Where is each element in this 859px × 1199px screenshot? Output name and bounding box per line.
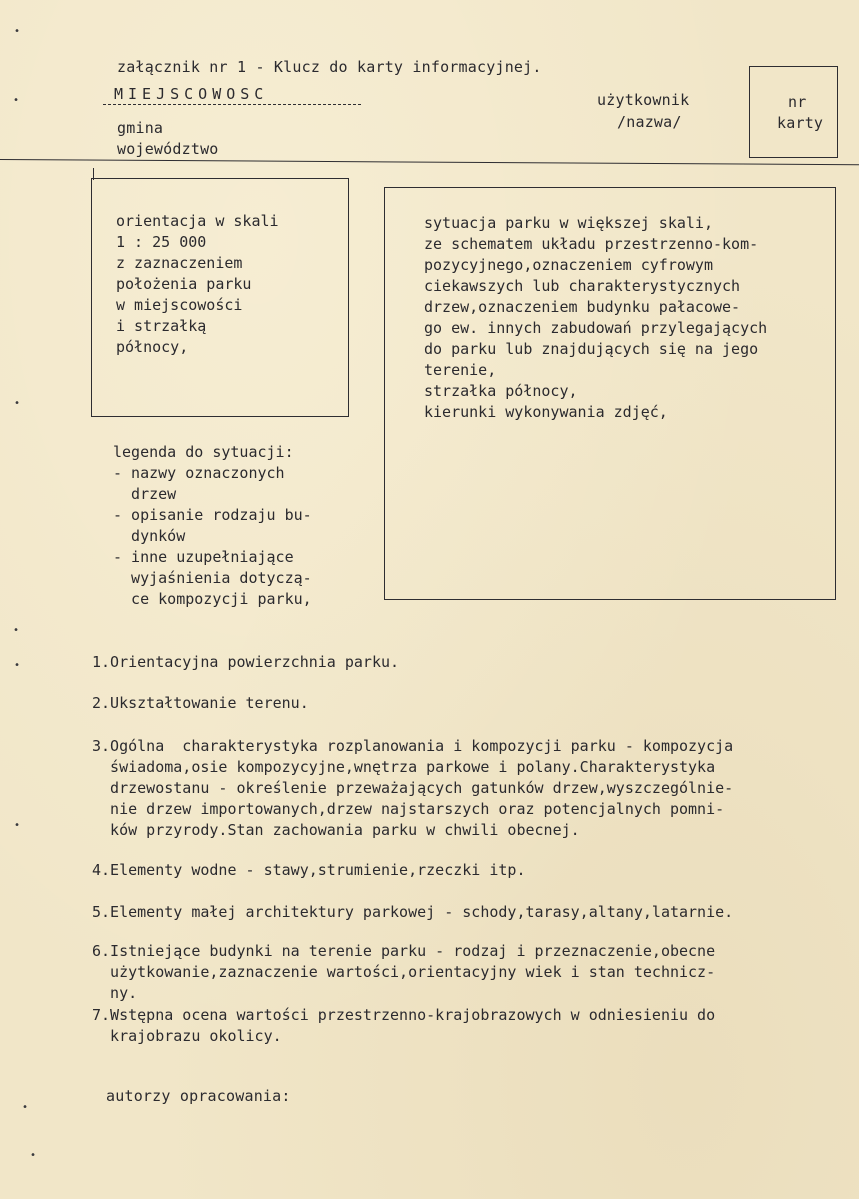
situation-line: terenie, (424, 361, 497, 379)
legend-line: wyjaśnienia dotyczą- (113, 569, 312, 587)
situation-line: sytuacja parku w większej skali, (424, 214, 713, 232)
item-line: 6.Istniejące budynki na terenie parku - rodzaj i przeznaczenie,obecne (92, 942, 716, 960)
card-number-label-2: karty (777, 114, 824, 132)
orientation-line: w miejscowości (116, 296, 243, 314)
item-line: świadoma,osie kompozycyjne,wnętrza parkowe i polany.Charakterystyka (92, 758, 716, 776)
card-number-label-1: nr (788, 93, 807, 111)
item-line: nie drzew importowanych,drzew najstarszych oraz potencjalnych pomni- (92, 800, 725, 818)
margin-mark: • (14, 26, 21, 37)
situation-line: go ew. innych zabudowań przylegających (424, 319, 768, 337)
item-line: 7.Wstępna ocena wartości przestrzenno-krajobrazowych w odniesieniu do (92, 1006, 716, 1024)
orientation-line: z zaznaczeniem (116, 254, 243, 272)
situation-line: drzew,oznaczeniem budynku pałacowe- (424, 298, 741, 316)
item-6 (92, 941, 715, 1004)
locality-underline (103, 104, 361, 105)
orientation-line: i strzałką (116, 317, 207, 335)
margin-mark: • (13, 95, 20, 106)
margin-mark: • (22, 1102, 29, 1113)
item-line: 1.Orientacyjna powierzchnia parku. (92, 653, 400, 671)
situation-line: pozycyjnego,oznaczeniem cyfrowym (424, 256, 713, 274)
item-line: 3.Ogólna charakterystyka rozplanowania i kompozycji parku - kompozycja (92, 737, 734, 755)
item-3 (92, 736, 733, 841)
item-7 (92, 1005, 715, 1047)
margin-mark: • (14, 820, 21, 831)
orientation-text (116, 211, 279, 358)
item-5 (92, 902, 733, 923)
item-4 (92, 860, 525, 881)
situation-line: strzałka północy, (424, 382, 578, 400)
legend-line: - nazwy oznaczonych (113, 464, 285, 482)
situation-line: kierunki wykonywania zdjęć, (424, 403, 668, 421)
orientation-line: 1 : 25 000 (116, 233, 207, 251)
legend-line: ce kompozycji parku, (113, 590, 312, 608)
item-line: drzewostanu - określenie przeważających gatunków drzew,wyszczególnie- (92, 779, 734, 797)
locality-field: MIEJSCOWOSC (114, 85, 269, 103)
document-title: załącznik nr 1 - Klucz do karty informacyjnej. (117, 58, 542, 76)
situation-line: do parku lub znajdujących się na jego (424, 340, 759, 358)
item-1 (92, 652, 399, 673)
situation-line: ze schematem układu przestrzenno-kom- (424, 235, 759, 253)
situation-text (424, 213, 767, 423)
situation-line: ciekawszych lub charakterystycznych (424, 277, 741, 295)
user-name-label: /nazwa/ (617, 113, 682, 131)
item-line: 4.Elementy wodne - stawy,strumienie,rzeczki itp. (92, 861, 526, 879)
authors-label: autorzy opracowania: (106, 1087, 291, 1105)
margin-mark: • (30, 1150, 37, 1161)
legend-line: - inne uzupełniające (113, 548, 294, 566)
orientation-line: północy, (116, 338, 189, 356)
item-line: użytkowanie,zaznaczenie wartości,orientacyjny wiek i stan technicz- (92, 963, 716, 981)
item-line: 5.Elementy małej architektury parkowej - schody,tarasy,altany,latarnie. (92, 903, 734, 921)
header-divider (0, 159, 859, 165)
margin-mark: • (13, 625, 20, 636)
item-line: ków przyrody.Stan zachowania parku w chwili obecnej. (92, 821, 580, 839)
legend-line: dynków (113, 527, 186, 545)
orientation-line: położenia parku (116, 275, 252, 293)
item-line: krajobrazu okolicy. (92, 1027, 282, 1045)
orientation-box-tick (93, 168, 94, 180)
margin-mark: • (14, 660, 21, 671)
orientation-line: orientacja w skali (116, 212, 279, 230)
legend-line: drzew (113, 485, 177, 503)
item-2 (92, 693, 309, 714)
user-label: użytkownik (597, 91, 690, 109)
margin-mark: • (14, 398, 21, 409)
legend-line: - opisanie rodzaju bu- (113, 506, 312, 524)
item-line: ny. (92, 984, 138, 1002)
item-line: 2.Ukształtowanie terenu. (92, 694, 309, 712)
legend-text (113, 442, 312, 610)
voivodeship-field: województwo (117, 140, 219, 158)
commune-field: gmina (117, 119, 164, 137)
legend-line: legenda do sytuacji: (113, 443, 294, 461)
